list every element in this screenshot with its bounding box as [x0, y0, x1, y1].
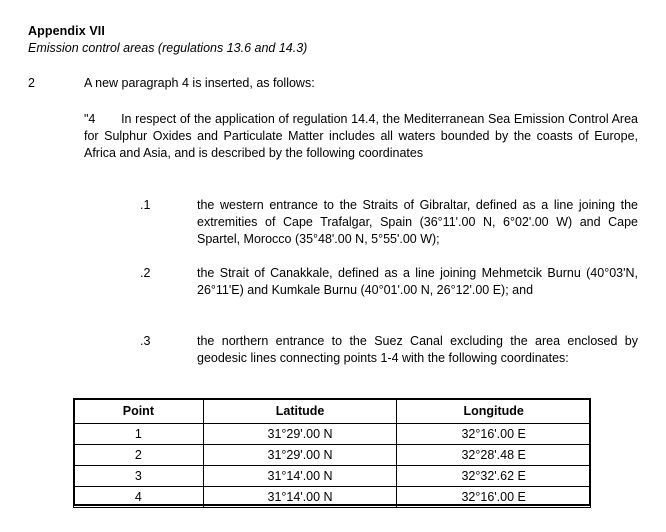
sub-item-2-marker: .2 [140, 266, 151, 280]
cell-longitude: 32°16'.00 E [397, 424, 591, 445]
cell-longitude: 32°16'.00 E [397, 487, 591, 508]
cell-longitude: 32°32'.62 E [397, 466, 591, 487]
column-header-point: Point [74, 399, 204, 424]
quoted-paragraph [84, 111, 638, 162]
table-row [74, 445, 591, 466]
cell-longitude: 32°28'.48 E [397, 445, 591, 466]
cell-latitude: 31°14'.00 N [203, 487, 397, 508]
table-row [74, 487, 591, 508]
column-header-longitude: Longitude [397, 399, 591, 424]
cell-point: 2 [74, 445, 204, 466]
cell-point: 3 [74, 466, 204, 487]
sub-item-1-marker: .1 [140, 198, 151, 212]
paragraph-intro: A new paragraph 4 is inserted, as follows: [84, 76, 315, 90]
appendix-subtitle: Emission control areas (regulations 13.6 and 14.3) [28, 41, 308, 55]
cell-point: 1 [74, 424, 204, 445]
table-row [74, 424, 591, 445]
sub-item-2-text: the Strait of Canakkale, defined as a line joining Mehmetcik Burnu (40°03'N, 26°11'E) and Kumkale Burnu (40°01'.00 N, 26°12'.00 E); and [197, 266, 638, 297]
cell-latitude: 31°14'.00 N [203, 466, 397, 487]
cell-latitude: 31°29'.00 N [203, 445, 397, 466]
sub-item-1-text: the western entrance to the Straits of Gibraltar, defined as a line joining the extremities of Cape Trafalgar, Spain (36°11'.00 N, 6°02'.00 W) and Cape Spartel, Morocco (35°48'.00 N, 5°55'.00 W); [197, 198, 638, 246]
cell-latitude: 31°29'.00 N [203, 424, 397, 445]
quote-lead-number: "4 [84, 112, 96, 126]
appendix-title: Appendix VII [28, 24, 105, 38]
table-row [74, 466, 591, 487]
column-header-latitude: Latitude [203, 399, 397, 424]
table-header-row [74, 399, 591, 424]
cell-point: 4 [74, 487, 204, 508]
paragraph-number: 2 [28, 76, 35, 90]
sub-item-3-text: the northern entrance to the Suez Canal excluding the area enclosed by geodesic lines connecting points 1-4 with the following coordinates: [197, 334, 638, 365]
coordinates-table [73, 398, 591, 508]
quote-lead-text: In respect of the application of regulation 14.4, the Mediterranean Sea Emission Control Area for Sulphur Oxides and Particulate Matter includes all waters bounded by the coasts of Europe, Africa and Asia, and is described by the following coordinates [84, 112, 638, 160]
sub-item-3-marker: .3 [140, 334, 151, 348]
